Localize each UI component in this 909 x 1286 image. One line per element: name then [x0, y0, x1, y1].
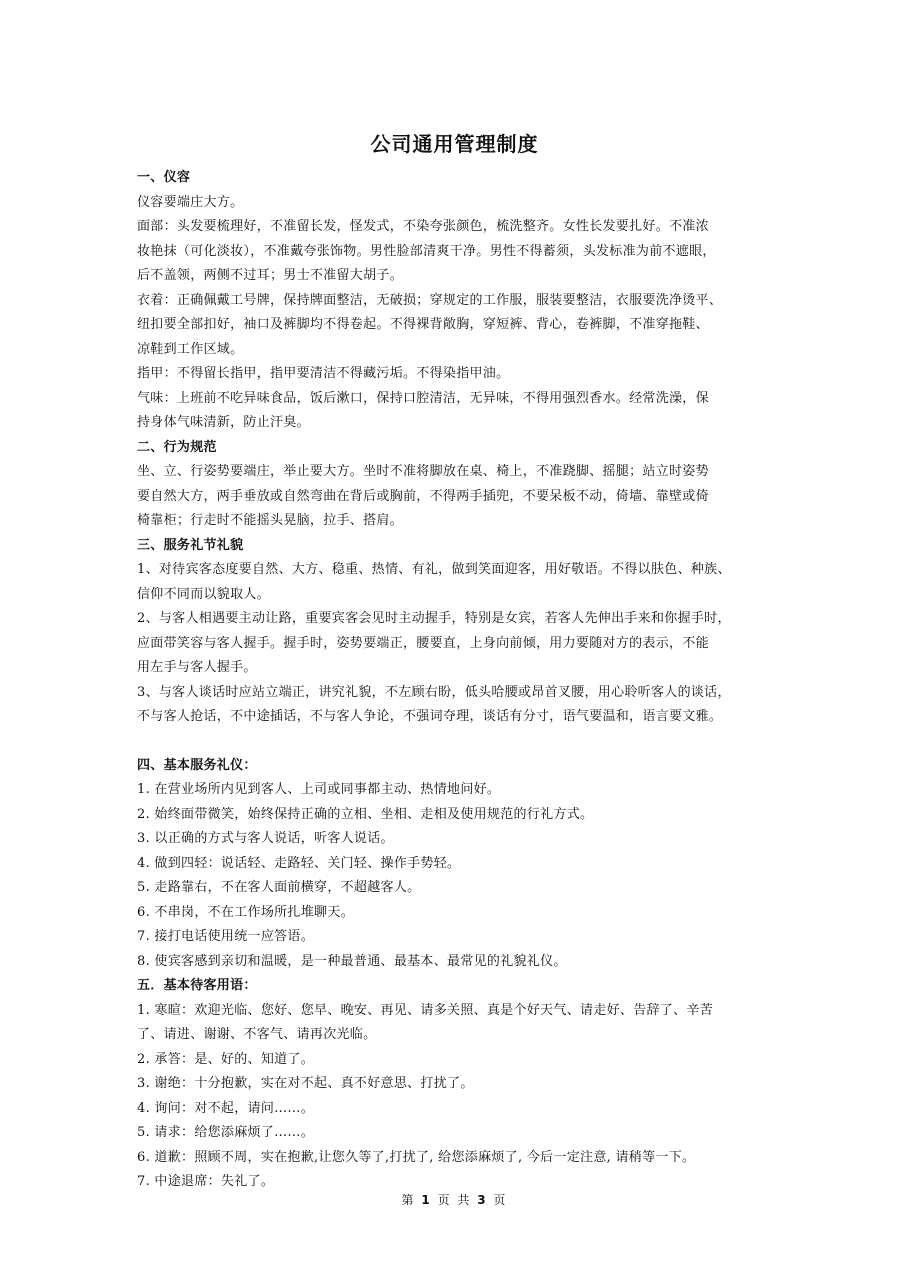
text-line: 1、对待宾客态度要自然、大方、稳重、热情、有礼，做到笑面迎客，用好敬语。不得以肤色、种族、 — [137, 562, 731, 577]
text-line: 椅靠柜；行走时不能摇头晃脑，拉手、搭肩。 — [137, 513, 404, 528]
text-line: 不与客人抢话，不中途插话，不与客人争论，不强词夺理，谈话有分寸，语气要温和，语言要文雅。 — [137, 709, 723, 724]
text-line: 气味：上班前不吃异味食品，饭后漱口，保持口腔清洁，无异味，不得用强烈香水。经常洗澡，保 — [137, 390, 709, 406]
text-line: 凉鞋到工作区域。 — [137, 341, 244, 357]
footer-prefix: 第 — [401, 1193, 416, 1207]
text-line: 3. 以正确的方式与客人说话，听客人说话。 — [137, 831, 394, 846]
text-line: 仪容要端庄大方。 — [137, 194, 244, 210]
text-line: 后不盖领，两侧不过耳；男士不准留大胡子。 — [137, 268, 404, 283]
text-line: 2、与客人相遇要主动让路，重要宾客会见时主动握手，特别是女宾，若客人先伸出手来和你握手时， — [137, 611, 731, 626]
text-line: 衣着：正确佩戴工号牌，保持牌面整洁，无破损；穿规定的工作服，服装要整洁，衣服要洗净烫平、 — [137, 292, 723, 308]
page-footer — [0, 1191, 909, 1208]
text-line: 面部：头发要梳理好，不准留长发，怪发式，不染夸张颜色，梳洗整齐。女性长发要扎好。不准浓 — [137, 219, 709, 234]
text-line: 7. 中途退席：失礼了。 — [137, 1174, 275, 1189]
text-line: 7. 接打电话使用统一应答语。 — [137, 929, 315, 944]
text-line: 妆艳抹（可化淡妆），不准戴夸张饰物。男性脸部清爽干净。男性不得蓄须，头发标准为前不遮眼， — [137, 243, 716, 259]
text-line: 应面带笑容与客人握手。握手时，姿势要端正，腰要直，上身向前倾，用力要随对方的表示，不能 — [137, 635, 709, 651]
text-line: 纽扣要全部扣好，袖口及裤脚均不得卷起。不得裸背敞胸，穿短裤、背心，卷裤脚，不准穿拖鞋、 — [137, 317, 709, 332]
text-line: 4. 询问：对不起，请问……。 — [137, 1100, 315, 1116]
section-heading: 一、仪容 — [137, 170, 191, 185]
text-line: 5. 走路靠右，不在客人面前横穿，不超越客人。 — [137, 880, 421, 895]
footer-middle: 页 共 — [437, 1193, 472, 1207]
text-line: 用左手与客人握手。 — [137, 660, 257, 675]
footer-suffix: 页 — [493, 1193, 508, 1207]
text-line: 6. 道歉：照顾不周，实在抱歉,让您久等了,打扰了, 给您添麻烦了, 今后一定注意, 请稍等一下。 — [137, 1149, 696, 1165]
text-line: 2. 始终面带微笑，始终保持正确的立相、坐相、走相及使用规范的行礼方式。 — [137, 806, 594, 822]
footer-page-number: 1 — [421, 1193, 432, 1207]
text-line: 3. 谢绝：十分抱歉，实在对不起、真不好意思、打扰了。 — [137, 1076, 474, 1091]
text-line: 指甲：不得留长指甲，指甲要清洁不得藏污垢。不得染指甲油。 — [137, 366, 510, 381]
text-line: 坐、立、行姿势要端庄，举止要大方。坐时不准将脚放在桌、椅上，不准跷脚、摇腿；站立时姿势 — [137, 464, 709, 479]
text-line: 了、请进、谢谢、不客气、请再次光临。 — [137, 1027, 377, 1042]
text-line: 4. 做到四轻：说话轻、走路轻、关门轻、操作手势轻。 — [137, 855, 461, 871]
document-body — [137, 166, 777, 1195]
text-line: 要自然大方，两手垂放或自然弯曲在背后或胸前，不得两手插兜，不要呆板不动，倚墙、靠壁或倚 — [137, 488, 709, 504]
footer-total-pages: 3 — [477, 1193, 488, 1207]
blank-line — [137, 730, 777, 754]
section-heading: 五．基本待客用语： — [137, 978, 257, 993]
text-line: 2. 承答：是、好的、知道了。 — [137, 1051, 315, 1067]
text-line: 3、与客人谈话时应站立端正，讲究礼貌，不左顾右盼，低头哈腰或昂首叉腰，用心聆听客人的谈话， — [137, 684, 731, 700]
section-heading: 二、行为规范 — [137, 439, 217, 455]
section-heading: 三、服务礼节礼貌 — [137, 537, 244, 553]
text-line: 8. 使宾客感到亲切和温暖，是一种最普通、最基本、最常见的礼貌礼仪。 — [137, 953, 567, 969]
text-line: 信仰不同而以貌取人。 — [137, 586, 271, 602]
text-line: 1. 在营业场所内见到客人、上司或同事都主动、热情地问好。 — [137, 782, 501, 797]
text-line: 6. 不串岗，不在工作场所扎堆聊天。 — [137, 904, 354, 920]
section-heading: 四、基本服务礼仪： — [137, 757, 257, 773]
text-line: 持身体气味清新，防止汗臭。 — [137, 415, 310, 430]
text-line: 1. 寒暄：欢迎光临、您好、您早、晚安、再见、请多关照、真是个好天气、请走好、告辞了、辛苦 — [137, 1002, 714, 1018]
text-line: 5. 请求：给您添麻烦了……。 — [137, 1125, 315, 1140]
document-title: 公司通用管理制度 — [370, 132, 539, 156]
